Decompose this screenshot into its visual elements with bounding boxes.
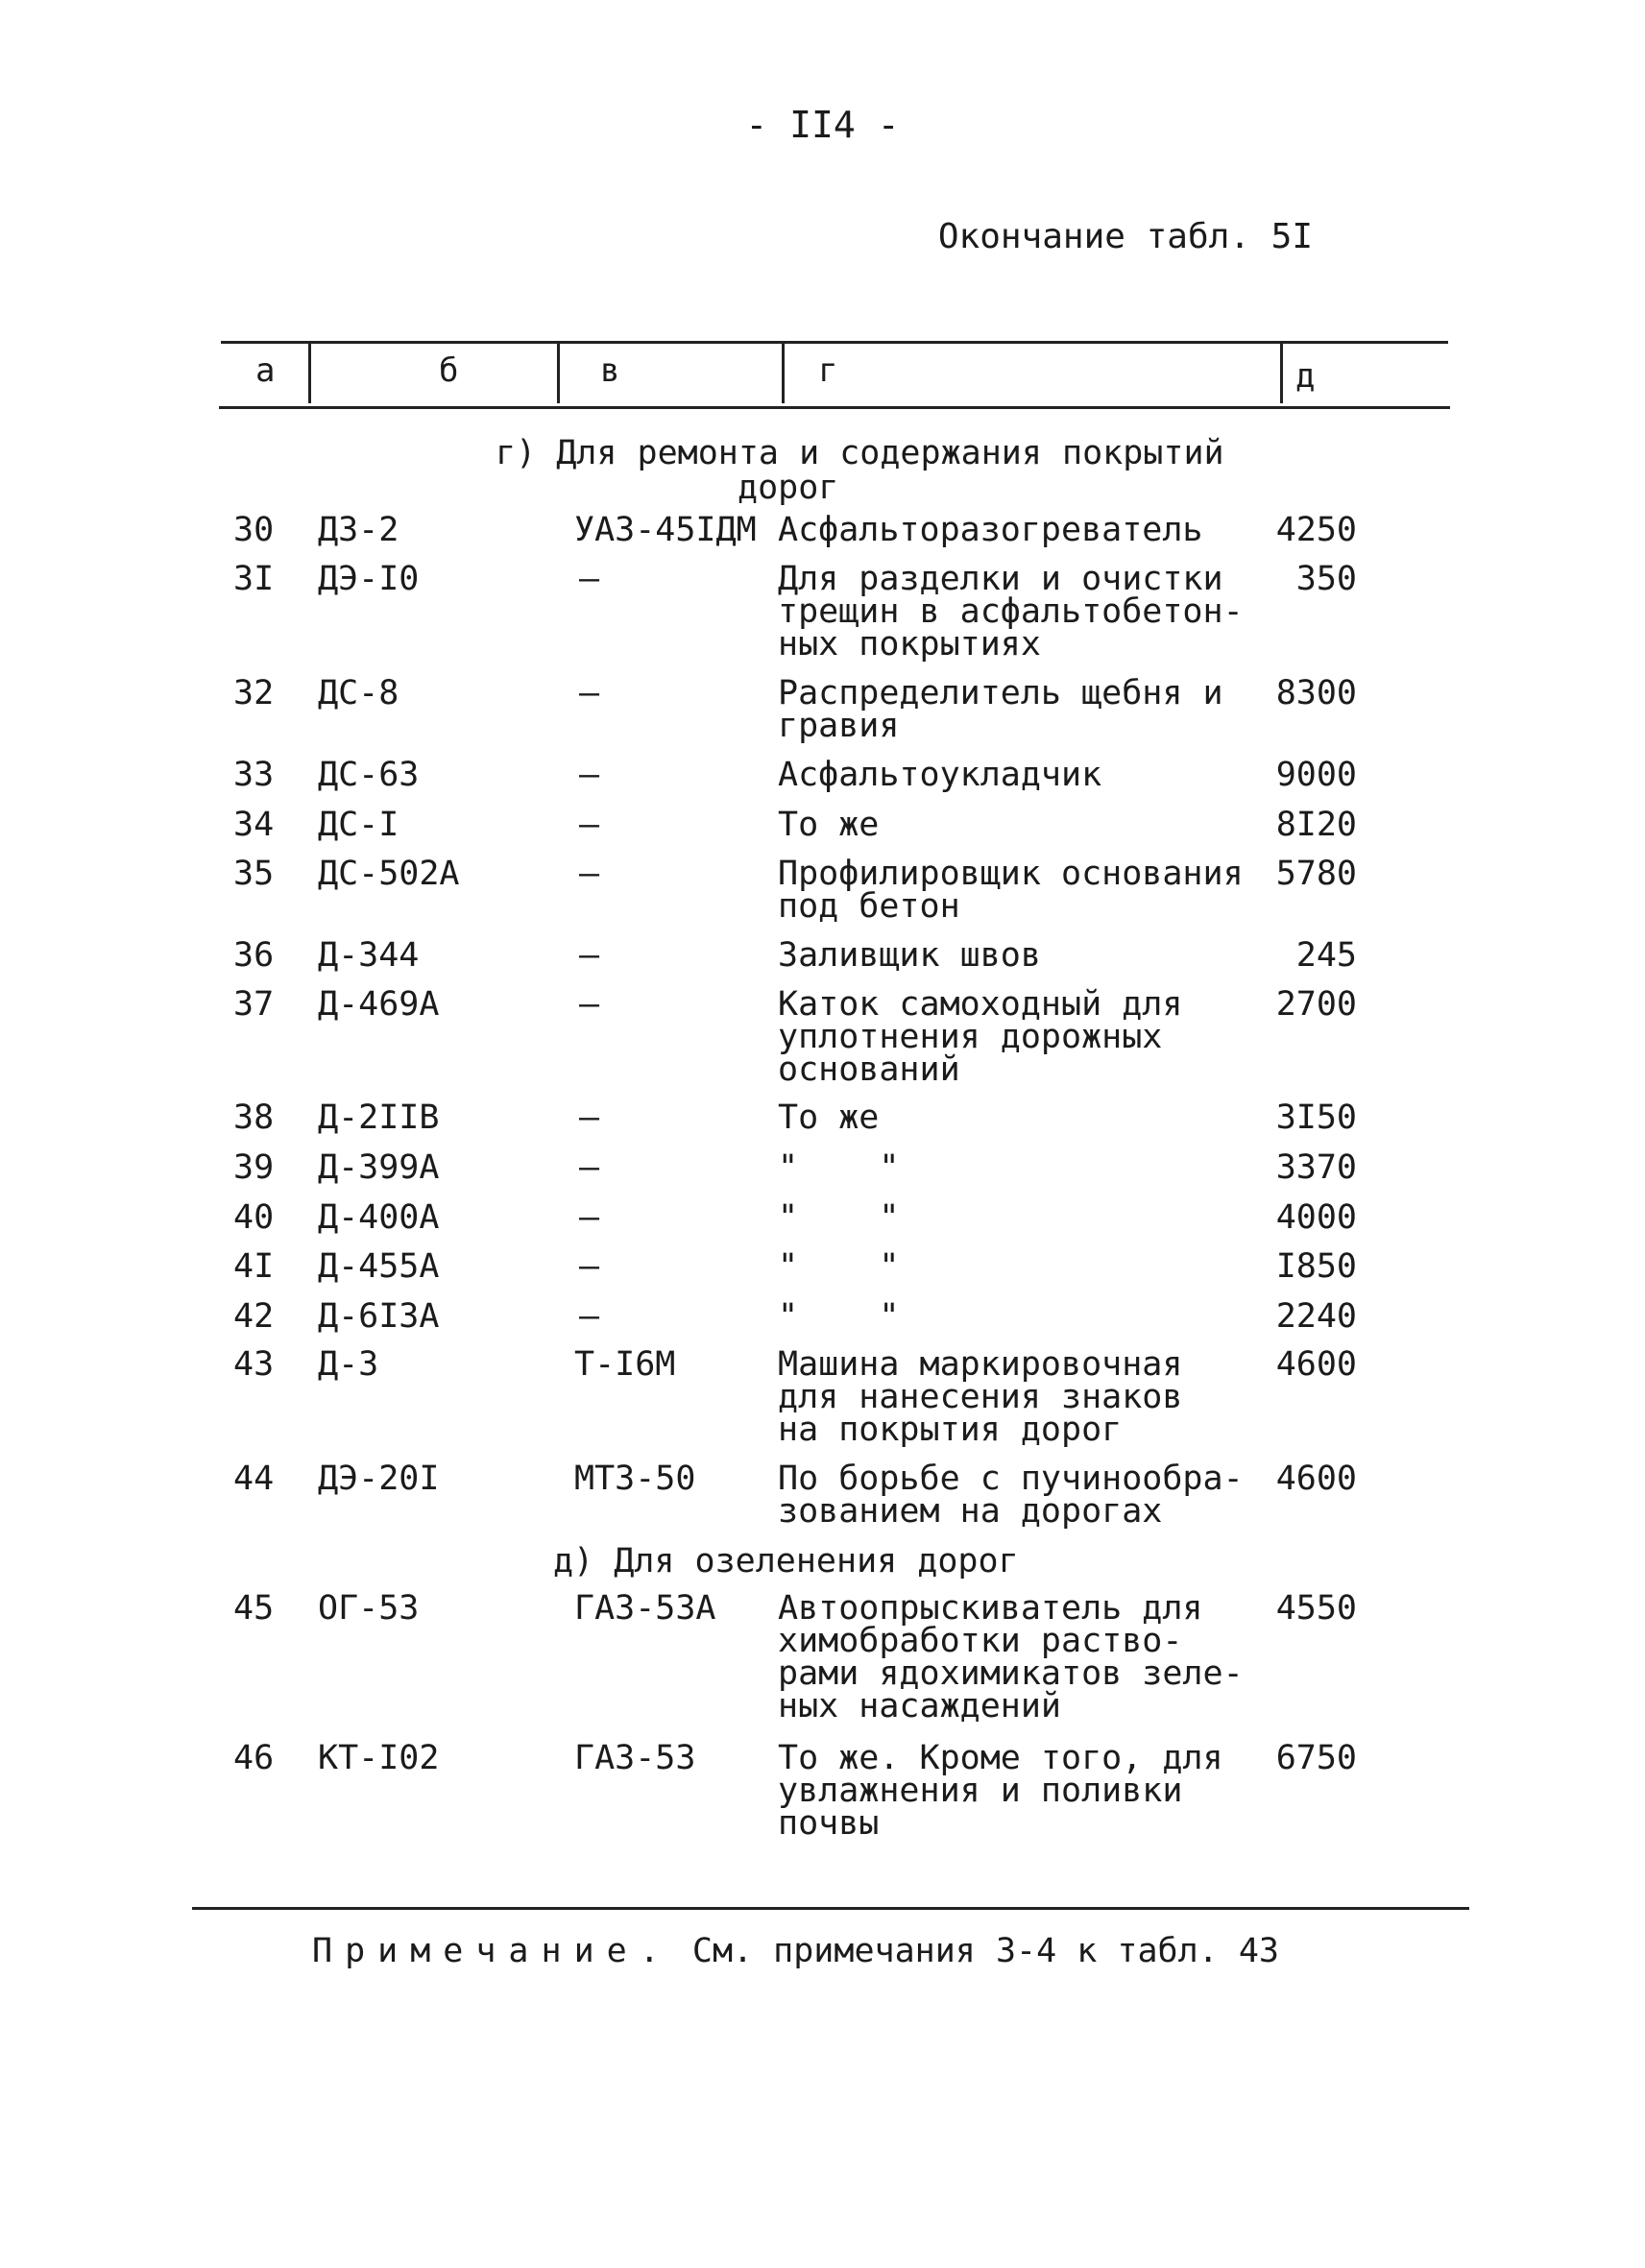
row-number: 39 [233, 1148, 275, 1187]
machine-purpose [778, 674, 1258, 745]
purpose-line: Асфальтоукладчик [778, 756, 1102, 794]
base-vehicle: – [579, 985, 600, 1024]
purpose-line: почвы [778, 1804, 880, 1843]
section-title-repair [496, 436, 1224, 505]
note-text: См. примечания 3-4 к табл. 43 [691, 1932, 1279, 1970]
machine-purpose [778, 1460, 1258, 1531]
row-number: 36 [233, 936, 275, 975]
value: 6750 [1275, 1739, 1357, 1777]
machine-model: Д-400А [318, 1198, 440, 1237]
purpose-line: уплотнения дорожных [778, 1018, 1163, 1056]
machine-model: ДЭ-I0 [318, 560, 420, 598]
base-vehicle: Т-I6М [574, 1345, 676, 1384]
machine-model: ДЗ-2 [318, 511, 399, 549]
purpose-line: ных покрытиях [778, 625, 1041, 664]
machine-purpose [778, 1148, 1258, 1187]
purpose-line: Автоопрыскиватель для [778, 1589, 1203, 1628]
row-number: 38 [233, 1098, 275, 1137]
purpose-line: То же [778, 1098, 880, 1137]
machine-model: Д-469А [318, 985, 440, 1024]
machine-purpose [778, 1345, 1258, 1449]
value: 4550 [1275, 1589, 1357, 1628]
value: 245 [1295, 936, 1357, 975]
machine-model: ДС-63 [318, 756, 420, 794]
purpose-line: гравия [778, 707, 900, 745]
section-title-line: д) Для озеленения дорог [553, 1542, 1019, 1580]
machine-purpose [778, 1297, 1258, 1336]
row-number: 40 [233, 1198, 275, 1237]
section-title-line: г) Для ремонта и содержания покрытий [496, 434, 1224, 472]
row-number: 37 [233, 985, 275, 1024]
machine-model: КТ-I02 [318, 1739, 440, 1777]
table-top-rule [221, 341, 1448, 344]
row-number: 34 [233, 806, 275, 844]
value: 2700 [1275, 985, 1357, 1024]
base-vehicle: МТЗ-50 [574, 1460, 696, 1498]
machine-model: Д-455А [318, 1247, 440, 1286]
purpose-line: То же [778, 806, 880, 844]
machine-purpose [778, 936, 1258, 975]
base-vehicle: ГАЗ-53А [574, 1589, 716, 1628]
header-d: д [1295, 357, 1316, 396]
value: I850 [1275, 1247, 1357, 1286]
machine-model: Д-2IIВ [318, 1098, 440, 1137]
section-title-line: дорог [738, 469, 839, 507]
base-vehicle: – [579, 1148, 600, 1187]
value: 3I50 [1275, 1098, 1357, 1137]
base-vehicle: УАЗ-45IДМ [574, 511, 757, 549]
header-g: г [818, 351, 838, 390]
purpose-line: ных насаждений [778, 1687, 1062, 1725]
header-divider-1 [308, 342, 311, 403]
purpose-line: трещин в асфальтобетон- [778, 592, 1244, 631]
purpose-line: Машина маркировочная [778, 1345, 1183, 1384]
purpose-line: Распределитель щебня и [778, 674, 1223, 712]
machine-model: Д-344 [318, 936, 420, 975]
row-number: 35 [233, 855, 275, 893]
header-b: б [439, 351, 459, 390]
machine-model: ОГ-53 [318, 1589, 420, 1628]
base-vehicle: – [579, 936, 600, 975]
base-vehicle: ГАЗ-53 [574, 1739, 696, 1777]
page-number: - II4 - [745, 104, 900, 146]
note-label: Примечание. [312, 1932, 672, 1970]
purpose-line: под бетон [778, 887, 960, 926]
base-vehicle: – [579, 674, 600, 712]
base-vehicle: – [579, 756, 600, 794]
table-continuation-label: Окончание табл. 5I [937, 217, 1313, 256]
header-divider-2 [557, 342, 560, 403]
base-vehicle: – [579, 1198, 600, 1237]
machine-model: Д-6I3А [318, 1297, 440, 1336]
base-vehicle: – [579, 1098, 600, 1137]
purpose-line: Заливщик швов [778, 936, 1041, 975]
value: 8I20 [1275, 806, 1357, 844]
base-vehicle: – [579, 560, 600, 598]
purpose-line: То же. Кроме того, для [778, 1739, 1223, 1777]
header-a: а [255, 351, 276, 390]
purpose-line: оснований [778, 1050, 960, 1089]
value: 4600 [1275, 1345, 1357, 1384]
section-title-greening [553, 1544, 1019, 1579]
value: 3370 [1275, 1148, 1357, 1187]
base-vehicle: – [579, 806, 600, 844]
machine-model: ДС-8 [318, 674, 399, 712]
purpose-line: " " [778, 1148, 900, 1187]
purpose-line: Асфальторазогреватель [778, 511, 1203, 549]
table-note [312, 1932, 1279, 1970]
machine-model: ДС-I [318, 806, 399, 844]
machine-model: ДЭ-20I [318, 1460, 440, 1498]
row-number: 44 [233, 1460, 275, 1498]
value: 2240 [1275, 1297, 1357, 1336]
machine-purpose [778, 560, 1258, 664]
purpose-line: Каток самоходный для [778, 985, 1183, 1024]
value: 4600 [1275, 1460, 1357, 1498]
purpose-line: Профилировщик основания [778, 855, 1244, 893]
machine-purpose [778, 1098, 1258, 1137]
header-v: в [600, 351, 620, 390]
header-divider-3 [782, 342, 785, 403]
value: 350 [1295, 560, 1357, 598]
table-bottom-rule [192, 1907, 1469, 1910]
row-number: 46 [233, 1739, 275, 1777]
value: 5780 [1275, 855, 1357, 893]
header-divider-4 [1280, 342, 1283, 403]
row-number: 43 [233, 1345, 275, 1384]
purpose-line: По борьбе с пучинообра- [778, 1460, 1244, 1498]
purpose-line: зованием на дорогах [778, 1492, 1163, 1531]
row-number: 3I [233, 560, 275, 598]
machine-model: Д-3 [318, 1345, 379, 1384]
machine-purpose [778, 1198, 1258, 1237]
value: 4000 [1275, 1198, 1357, 1237]
purpose-line: Для разделки и очистки [778, 560, 1223, 598]
purpose-line: рами ядохимикатов зеле- [778, 1654, 1244, 1693]
base-vehicle: – [579, 1297, 600, 1336]
row-number: 32 [233, 674, 275, 712]
machine-model: ДС-502А [318, 855, 460, 893]
machine-purpose [778, 1739, 1258, 1843]
base-vehicle: – [579, 855, 600, 893]
purpose-line: увлажнения и поливки [778, 1772, 1183, 1810]
value: 8300 [1275, 674, 1357, 712]
row-number: 4I [233, 1247, 275, 1286]
table-header-bottom-rule [219, 406, 1450, 409]
machine-model: Д-399А [318, 1148, 440, 1187]
purpose-line: для нанесения знаков [778, 1378, 1183, 1416]
base-vehicle: – [579, 1247, 600, 1286]
row-number: 33 [233, 756, 275, 794]
machine-purpose [778, 985, 1258, 1089]
machine-purpose [778, 855, 1258, 926]
machine-purpose [778, 511, 1258, 549]
purpose-line: " " [778, 1247, 900, 1286]
machine-purpose [778, 1589, 1258, 1725]
machine-purpose [778, 756, 1258, 794]
row-number: 42 [233, 1297, 275, 1336]
purpose-line: " " [778, 1297, 900, 1336]
purpose-line: на покрытия дорог [778, 1411, 1123, 1449]
value: 4250 [1275, 511, 1357, 549]
purpose-line: " " [778, 1198, 900, 1237]
value: 9000 [1275, 756, 1357, 794]
row-number: 45 [233, 1589, 275, 1628]
purpose-line: химобработки раство- [778, 1622, 1183, 1660]
machine-purpose [778, 806, 1258, 844]
machine-purpose [778, 1247, 1258, 1286]
row-number: 30 [233, 511, 275, 549]
